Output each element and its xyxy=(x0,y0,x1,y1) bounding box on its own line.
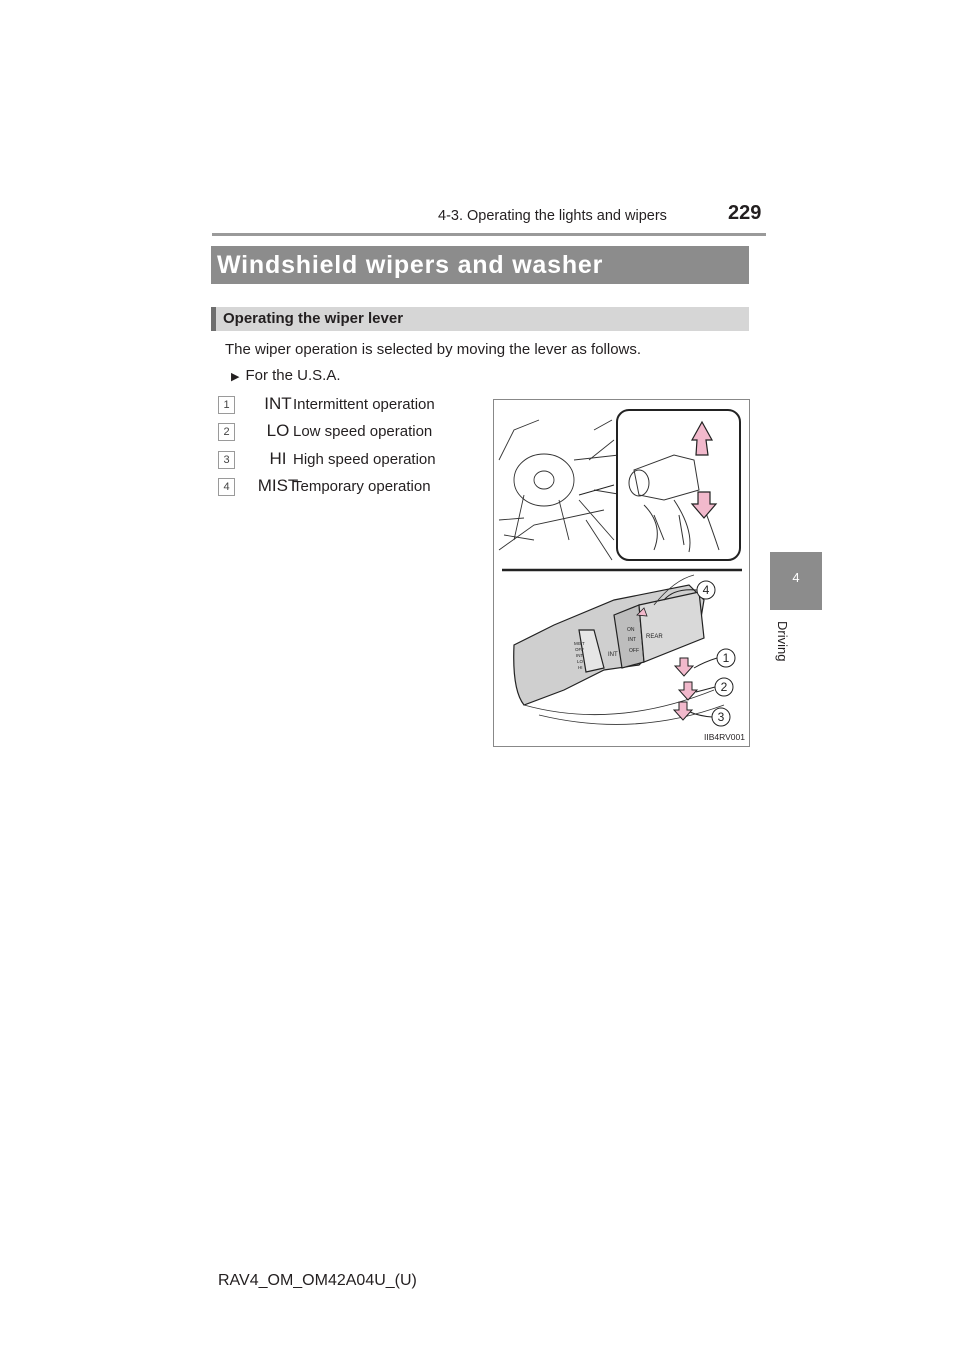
lever-label-lo: LO xyxy=(577,659,584,664)
header-rule xyxy=(212,233,766,236)
rear-label: REAR xyxy=(646,634,663,640)
region-note xyxy=(231,367,341,384)
chapter-tab-label: Driving xyxy=(775,621,790,662)
lever-label-mist: MIST xyxy=(574,641,585,646)
triangle-bullet-icon: ▶ xyxy=(231,371,240,383)
lever-label-off: OFF xyxy=(575,647,584,652)
callout-4: 4 xyxy=(702,583,710,597)
item-number: 3 xyxy=(218,451,235,469)
wiper-lever xyxy=(514,585,704,705)
item-code: MIST xyxy=(257,476,299,495)
region-note-text: For the U.S.A. xyxy=(245,367,341,384)
arrow-down-1-icon xyxy=(675,658,693,676)
callout-1: 1 xyxy=(722,651,730,665)
lever-label-int: INT xyxy=(576,653,584,658)
item-description: Low speed operation xyxy=(293,423,433,440)
intro-text: The wiper operation is selected by moving the lever as follows. xyxy=(225,341,642,358)
zoom-inset xyxy=(617,410,740,560)
item-description: High speed operation xyxy=(293,451,436,468)
chapter-tab-number: 4 xyxy=(792,570,800,585)
wiper-lever-illustration xyxy=(493,399,750,747)
item-description: Temporary operation xyxy=(293,478,431,495)
cabin-drawing xyxy=(499,420,624,560)
lever-label-hi: HI xyxy=(578,665,583,670)
arrow-down-3-icon xyxy=(674,702,692,720)
item-code: HI xyxy=(269,449,287,468)
figure-code: IIB4RV001 xyxy=(704,732,745,742)
page-number: 229 xyxy=(728,202,762,224)
item-code: INT xyxy=(264,394,292,413)
subheading: Operating the wiper lever xyxy=(211,307,749,331)
callout-2: 2 xyxy=(720,680,728,694)
item-number: 4 xyxy=(218,478,235,496)
item-number: 1 xyxy=(218,396,235,414)
rear-int-label: INT xyxy=(628,637,637,643)
rear-off-label: OFF xyxy=(629,648,639,654)
item-code: LO xyxy=(266,421,290,440)
item-description: Intermittent operation xyxy=(293,396,435,413)
item-number: 2 xyxy=(218,423,235,441)
callout-3: 3 xyxy=(717,710,725,724)
footer-model: RAV4_OM_OM42A04U_(U) xyxy=(218,1272,417,1289)
section-label: 4-3. Operating the lights and wipers xyxy=(438,208,667,224)
rear-on-label: ON xyxy=(627,627,635,633)
page-title: Windshield wipers and washer xyxy=(211,246,749,284)
ring-int-label: INT xyxy=(608,652,618,658)
